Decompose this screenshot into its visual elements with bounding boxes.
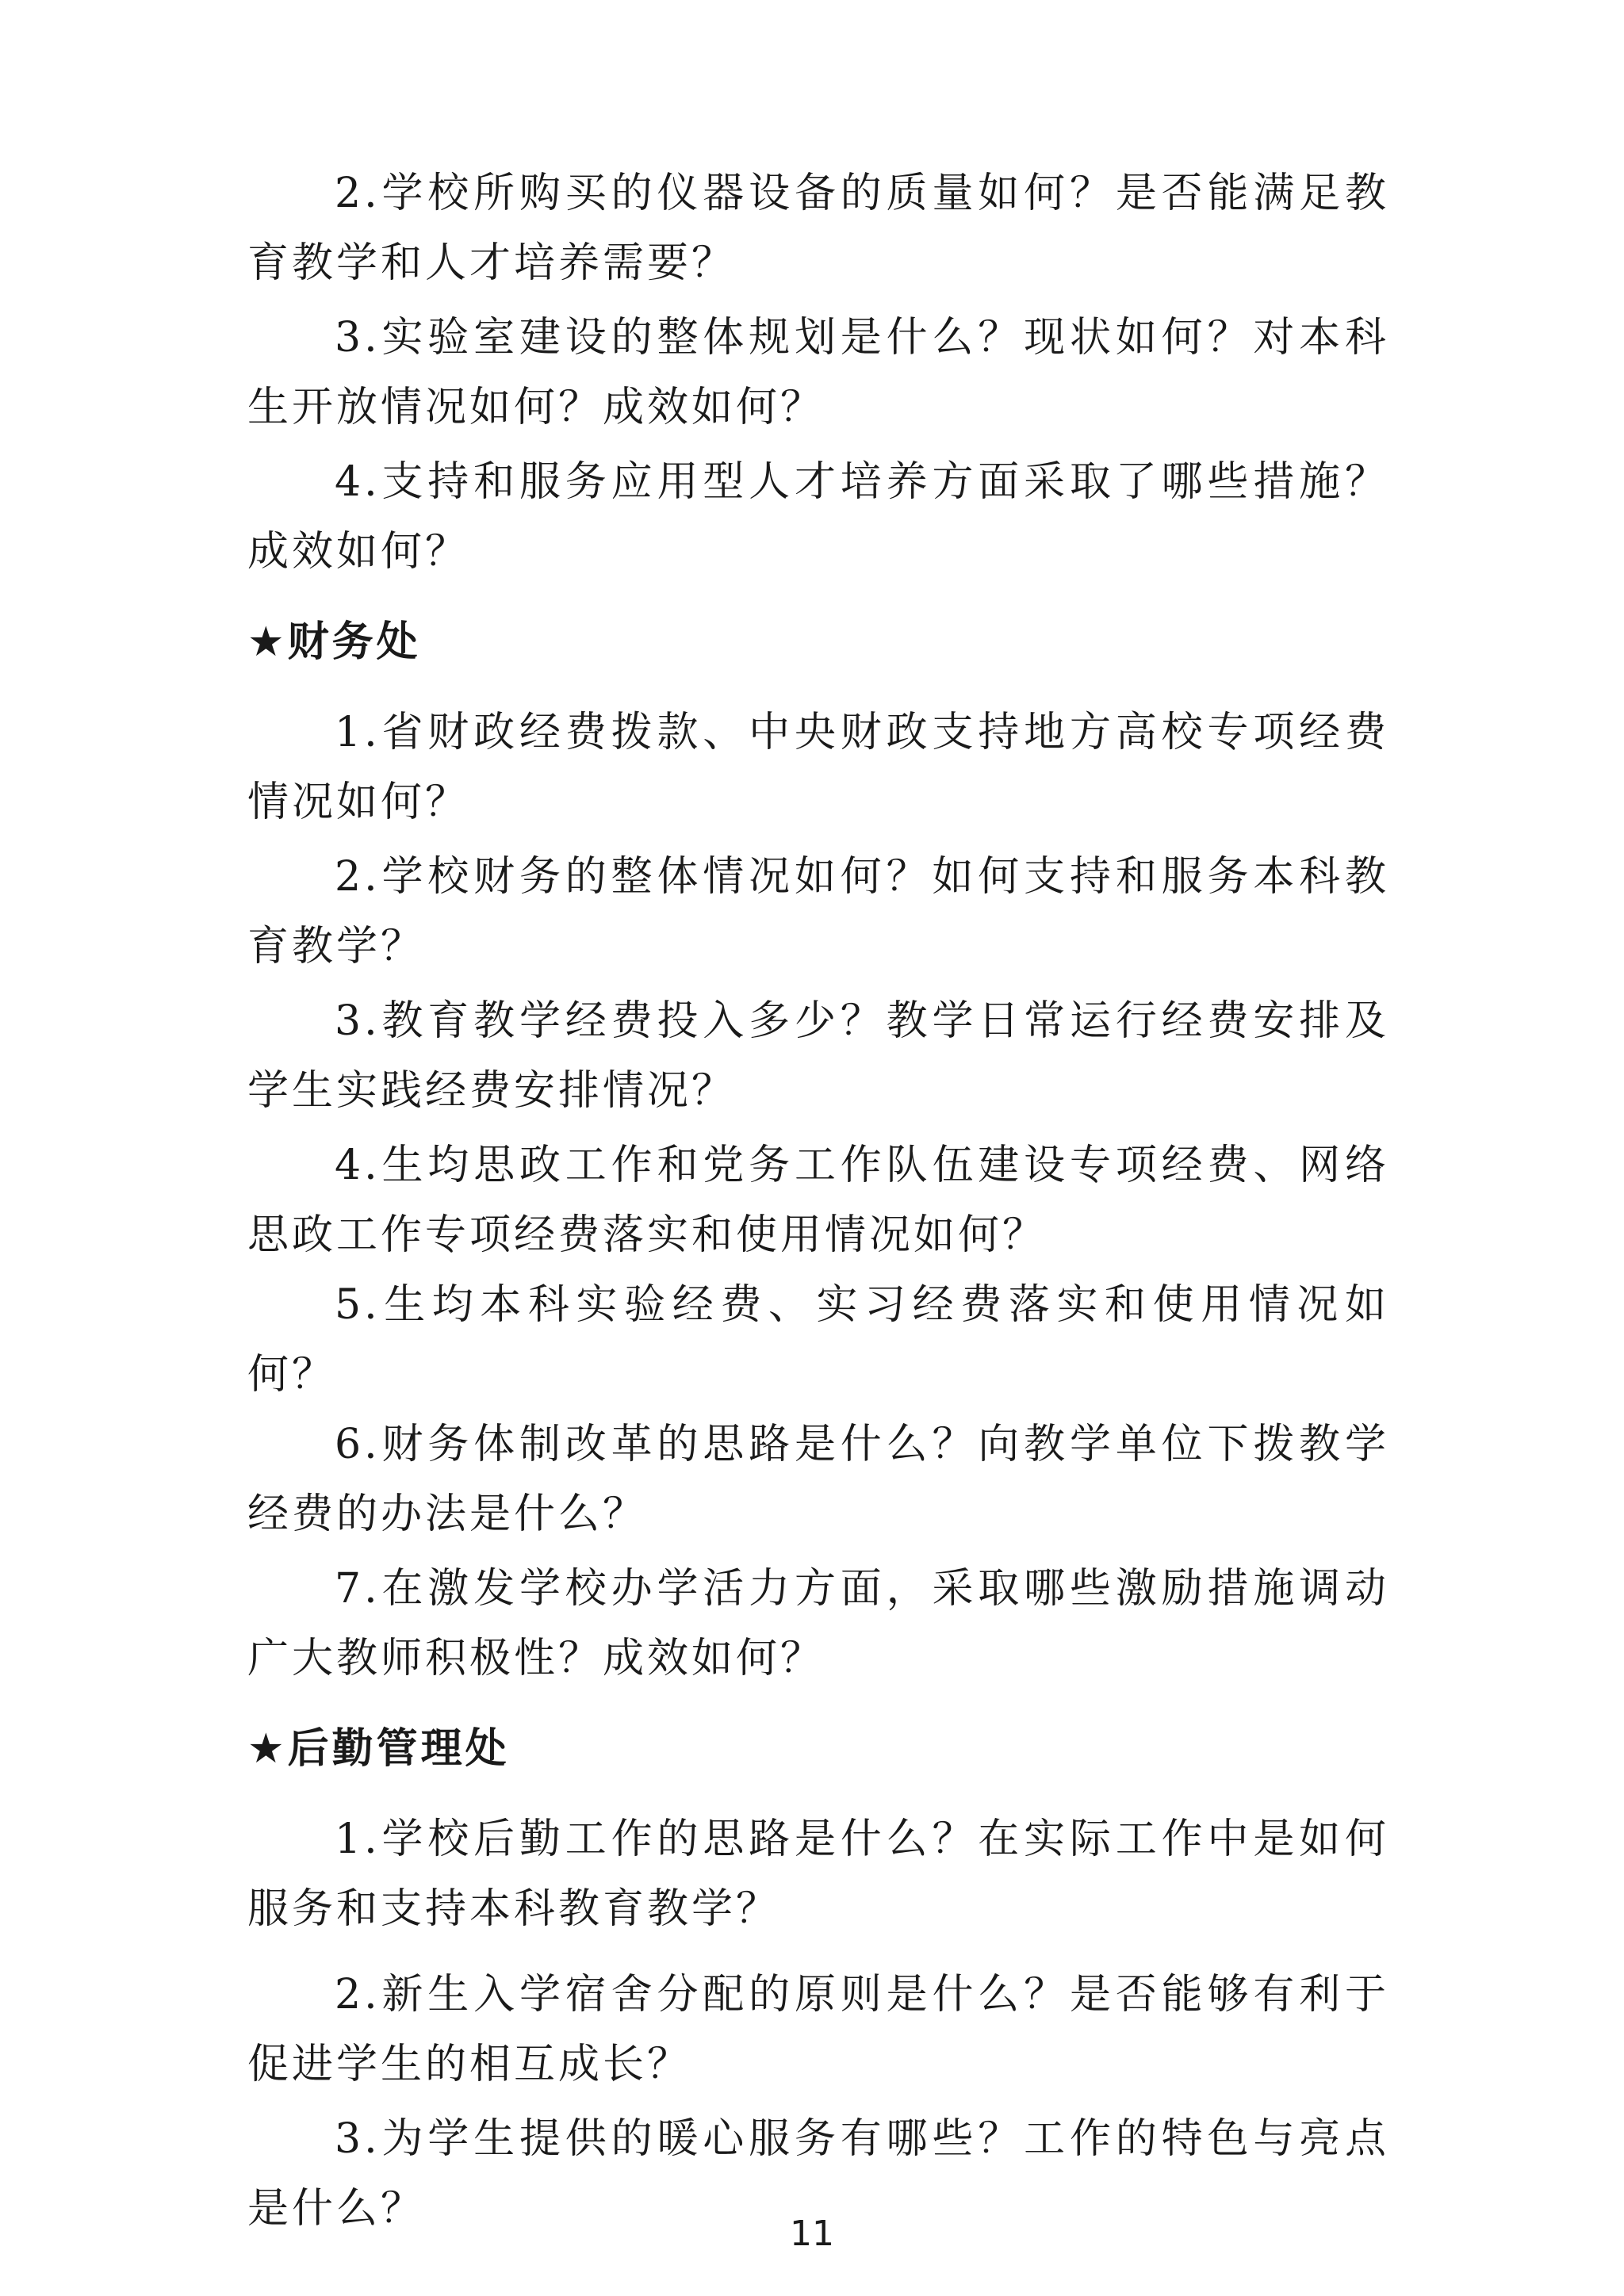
list-item: 4.支持和服务应用型人才培养方面采取了哪些措施？成效如何？ (247, 458, 1389, 576)
section-equipment (247, 159, 1389, 587)
section-logistics (247, 1714, 1389, 2244)
section-finance (247, 607, 1389, 1693)
list-item: 7.在激发学校办学活力方面，采取哪些激励措施调动广大教师积极性？成效如何？ (247, 1565, 1389, 1682)
list-item: 2.学校财务的整体情况如何？如何支持和服务本科教育教学？ (247, 853, 1389, 970)
list-item: 3.教育教学经费投入多少？教学日常运行经费安排及学生实践经费安排情况？ (247, 997, 1389, 1115)
list-item: 1.省财政经费拨款、中央财政支持地方高校专项经费情况如何？ (247, 709, 1389, 826)
list-item: 3.为学生提供的暖心服务有哪些？工作的特色与亮点是什么？ (247, 2115, 1389, 2233)
page-number: 11 (790, 2214, 834, 2254)
list-item: 4.生均思政工作和党务工作队伍建设专项经费、网络思政工作专项经费落实和使用情况如何？ (247, 1142, 1389, 1259)
section-heading: ★财务处 (247, 618, 421, 666)
list-item: 1.学校后勤工作的思路是什么？在实际工作中是如何服务和支持本科教育教学？ (247, 1816, 1389, 1933)
list-item: 2.学校所购买的仪器设备的质量如何？是否能满足教育教学和人才培养需要？ (247, 170, 1389, 287)
list-item: 2.新生入学宿舍分配的原则是什么？是否能够有利于促进学生的相互成长？ (247, 1971, 1389, 2088)
page-body (247, 159, 1389, 2244)
list-item: 6.财务体制改革的思路是什么？向教学单位下拨教学经费的办法是什么？ (247, 1421, 1389, 1538)
list-item: 3.实验室建设的整体规划是什么？现状如何？对本科生开放情况如何？成效如何？ (247, 314, 1389, 431)
list-item: 5.生均本科实验经费、实习经费落实和使用情况如何？ (247, 1281, 1389, 1399)
section-heading: ★后勤管理处 (247, 1725, 510, 1773)
